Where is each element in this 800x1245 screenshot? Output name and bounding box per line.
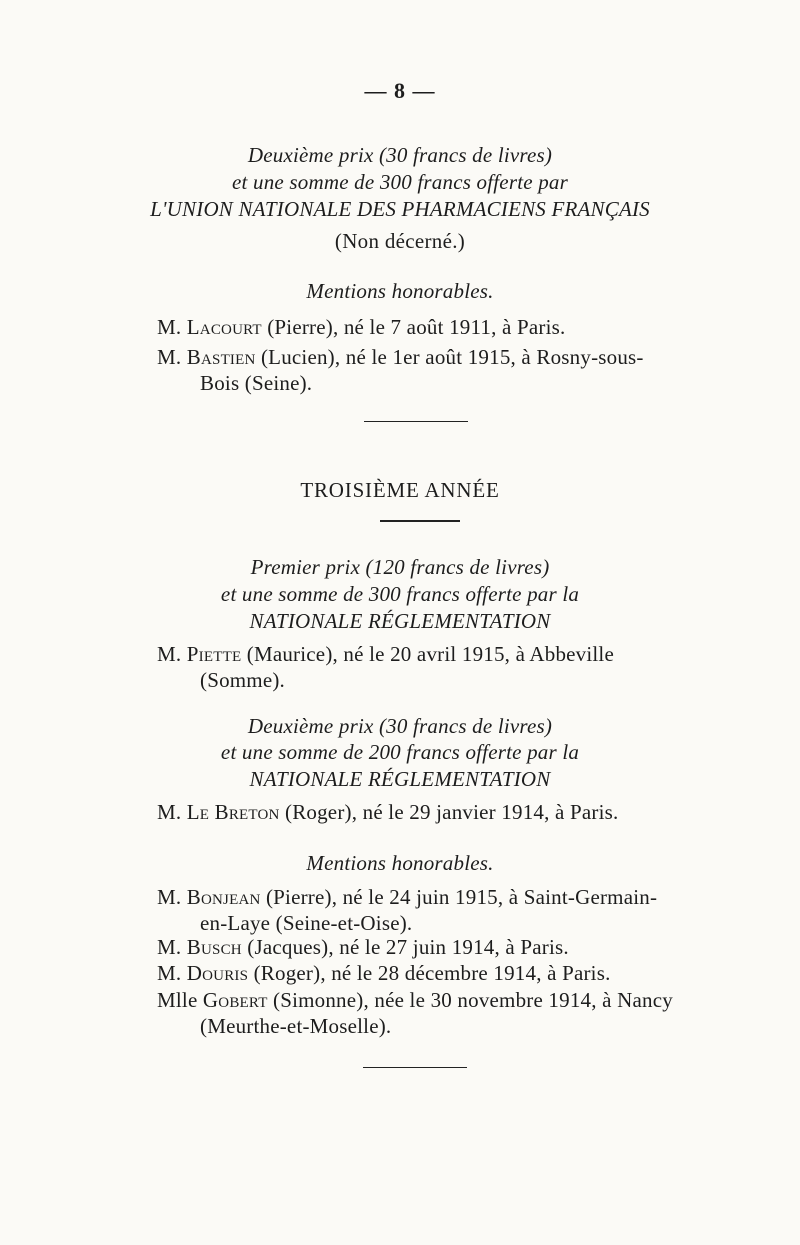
entry-surname: Piette: [186, 642, 242, 666]
entry-details: (Pierre), né le 7 août 1911, à Paris.: [261, 315, 566, 339]
entry-continuation: en-Laye (Seine-et-Oise).: [200, 911, 413, 935]
mentions-heading: Mentions honorables.: [306, 279, 494, 303]
prize-status: (Non décerné.): [334, 229, 466, 253]
entry-details: (Lucien), né le 1er août 1915, à Rosny-sous-: [255, 345, 644, 369]
entry-surname: Lacourt: [186, 315, 262, 339]
entry-title: M.: [157, 800, 182, 824]
entry-details: (Roger), né le 28 décembre 1914, à Paris.: [248, 961, 611, 985]
list-item: [157, 642, 614, 667]
list-item: [157, 988, 673, 1013]
entry-surname: Le Breton: [186, 800, 280, 824]
entry-title: Mlle: [157, 988, 198, 1012]
prize-heading-line2: et une somme de 200 francs offerte par la: [220, 740, 580, 764]
entry-continuation: Bois (Seine).: [200, 371, 313, 395]
entry-title: M.: [157, 315, 182, 339]
prize-heading-line3: L'UNION NATIONALE DES PHARMACIENS FRANÇAIS: [150, 197, 650, 221]
divider: [363, 1067, 467, 1068]
entry-continuation: (Somme).: [200, 668, 286, 692]
entry-details: (Simonne), née le 30 novembre 1914, à Nancy: [267, 988, 673, 1012]
list-item: [157, 961, 611, 986]
section-heading: TROISIÈME ANNÉE: [300, 478, 500, 502]
entry-surname: Bastien: [186, 345, 256, 369]
prize-heading-line1: Deuxième prix (30 francs de livres): [247, 143, 553, 167]
entry-title: M.: [157, 885, 182, 909]
prize-heading-line2: et une somme de 300 francs offerte par: [232, 170, 568, 194]
list-item: [157, 935, 569, 960]
entry-surname: Gobert: [202, 988, 268, 1012]
entry-surname: Douris: [186, 961, 249, 985]
prize-heading-line3: NATIONALE RÉGLEMENTATION: [249, 767, 551, 791]
entry-details: (Roger), né le 29 janvier 1914, à Paris.: [279, 800, 619, 824]
list-item: [157, 800, 618, 825]
entry-title: M.: [157, 345, 182, 369]
mentions-heading: Mentions honorables.: [306, 851, 494, 875]
prize-heading-line1: Premier prix (120 francs de livres): [250, 555, 550, 579]
entry-title: M.: [157, 935, 182, 959]
entry-details: (Jacques), né le 27 juin 1914, à Paris.: [241, 935, 569, 959]
entry-title: M.: [157, 961, 182, 985]
list-item: [157, 345, 644, 370]
list-item: [157, 885, 657, 910]
prize-heading-line1: Deuxième prix (30 francs de livres): [247, 714, 553, 738]
prize-heading-line2: et une somme de 300 francs offerte par la: [220, 582, 580, 606]
entry-details: (Maurice), né le 20 avril 1915, à Abbeville: [241, 642, 614, 666]
entry-details: (Pierre), né le 24 juin 1915, à Saint-Germain-: [260, 885, 658, 909]
list-item: [157, 315, 565, 340]
divider: [364, 421, 468, 422]
page-number: — 8 —: [364, 78, 436, 103]
entry-title: M.: [157, 642, 182, 666]
entry-surname: Bonjean: [186, 885, 261, 909]
entry-surname: Busch: [186, 935, 242, 959]
divider: [380, 520, 460, 522]
entry-continuation: (Meurthe-et-Moselle).: [200, 1014, 392, 1038]
prize-heading-line3: NATIONALE RÉGLEMENTATION: [249, 609, 551, 633]
